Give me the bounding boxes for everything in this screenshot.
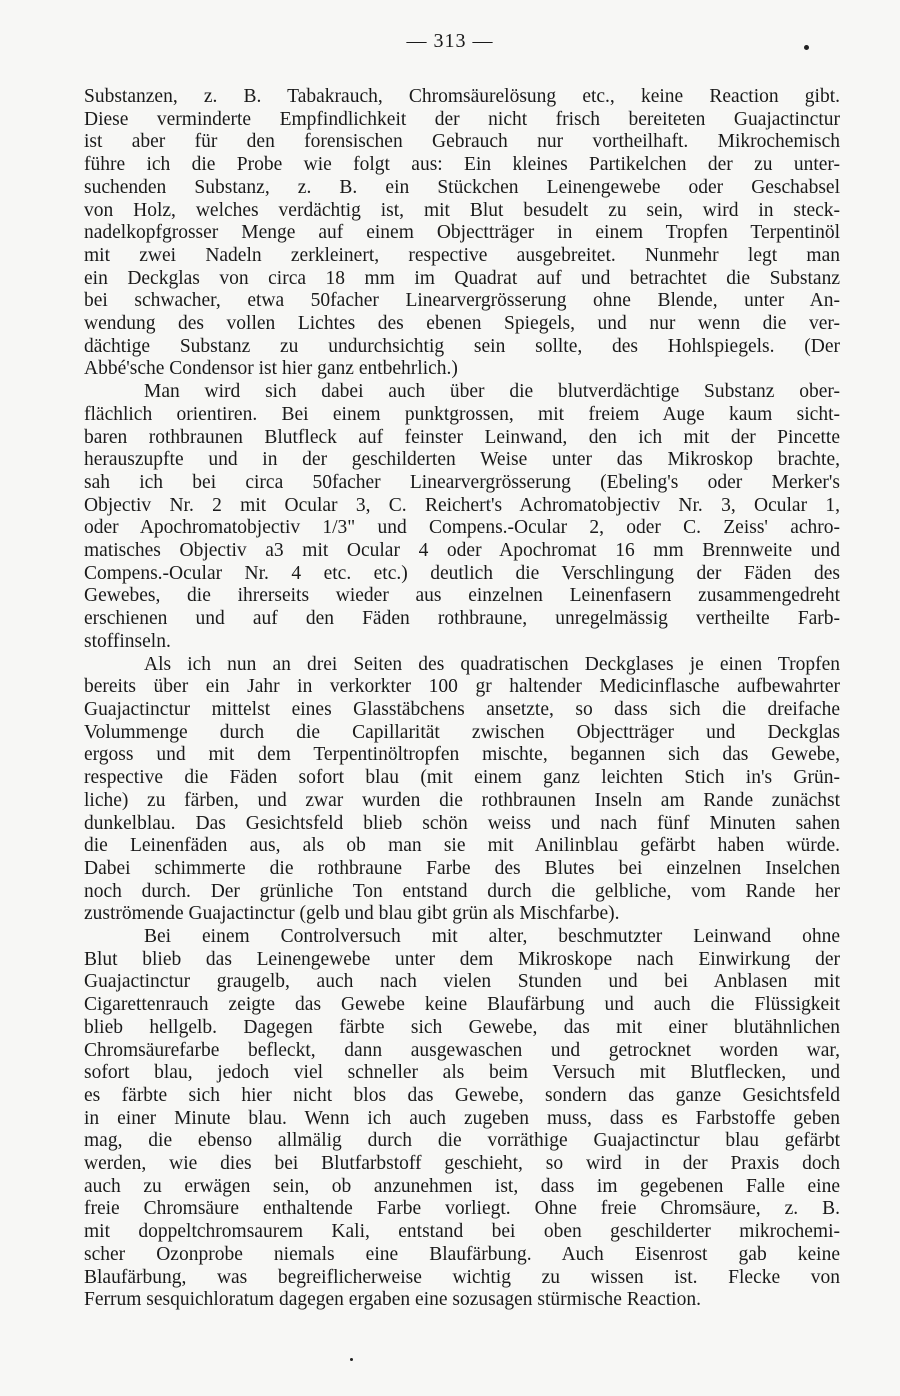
body-text: [84, 86, 840, 1312]
text-line: ergoss und mit dem Terpentinöltropfen mischte, begannen sich das Gewebe,: [84, 744, 840, 766]
text-line: respective die Fäden sofort blau (mit einem ganz leichten Stich in's Grün-: [84, 767, 840, 789]
text-line: baren rothbraunen Blutfleck auf feinster Leinwand, den ich mit der Pincette: [84, 426, 840, 448]
page-number: — 313 —: [406, 30, 494, 52]
text-line: führe ich die Probe wie folgt aus: Ein kleines Partikelchen der zu unter-: [84, 154, 840, 176]
text-line: Man wird sich dabei auch über die blutverdächtige Substanz ober-: [144, 381, 840, 403]
text-line: von Holz, welches verdächtig ist, mit Blut besudelt zu sein, wird in steck-: [84, 199, 840, 221]
text-line: Blut blieb das Leinengewebe unter dem Mikroskope nach Einwirkung der: [84, 948, 840, 970]
ink-speck: [804, 45, 809, 50]
text-line: es färbte sich hier nicht blos das Gewebe, sondern das ganze Gesichtsfeld: [84, 1084, 840, 1106]
text-line: mit zwei Nadeln zerkleinert, respective ausgebreitet. Nunmehr legt man: [84, 244, 840, 266]
text-line: freie Chromsäure enthaltende Farbe vorliegt. Ohne freie Chromsäure, z. B.: [84, 1198, 840, 1220]
text-line: Guajactinctur mittelst eines Glasstäbchens ansetzte, so dass sich die dreifache: [84, 698, 840, 720]
text-line: ist aber für den forensischen Gebrauch nur vortheilhaft. Mikrochemisch: [84, 131, 840, 153]
text-line: Volummenge durch die Capillarität zwischen Objectträger und Deckglas: [84, 721, 840, 743]
paragraph: [84, 381, 840, 653]
ink-speck: [350, 1358, 353, 1361]
text-line: noch durch. Der grünliche Ton entstand durch die gelbliche, vom Rande her: [84, 880, 840, 902]
text-line: ein Deckglas von circa 18 mm im Quadrat auf und betrachtet die Substanz: [84, 267, 840, 289]
paragraph: [84, 86, 840, 381]
paragraph: [84, 926, 840, 1312]
text-line: scher Ozonprobe niemals eine Blaufärbung. Auch Eisenrost gab keine: [84, 1243, 840, 1265]
text-line: dunkelblau. Das Gesichtsfeld blieb schön weiss und nach fünf Minuten sahen: [84, 812, 840, 834]
text-line: Guajactinctur graugelb, auch nach vielen Stunden und bei Anblasen mit: [84, 971, 840, 993]
text-line: Abbé'sche Condensor ist hier ganz entbehrlich.): [84, 358, 458, 380]
text-line: oder Apochromatobjectiv 1/3" und Compens.-Ocular 2, oder C. Zeiss' achro-: [84, 517, 840, 539]
text-line: Chromsäurefarbe befleckt, dann ausgewaschen und getrocknet worden war,: [84, 1039, 840, 1061]
text-line: Als ich nun an drei Seiten des quadratischen Deckglases je einen Tropfen: [144, 653, 840, 675]
text-line: nadelkopfgrosser Menge auf einem Objectträger in einem Tropfen Terpentinöl: [84, 222, 840, 244]
text-line: mit doppeltchromsaurem Kali, entstand bei oben geschilderter mikrochemi-: [84, 1221, 840, 1243]
text-line: Gewebes, die ihrerseits wieder aus einzelnen Leinenfasern zusammengedreht: [84, 585, 840, 607]
text-line: bereits über ein Jahr in verkorkter 100 gr haltender Medicinflasche aufbewahrter: [84, 676, 840, 698]
paragraph: [84, 654, 840, 926]
text-line: suchenden Substanz, z. B. ein Stückchen Leinengewebe oder Geschabsel: [84, 176, 840, 198]
text-line: Diese verminderte Empfindlichkeit der nicht frisch bereiteten Guajactinctur: [84, 108, 840, 130]
text-line: blieb hellgelb. Dagegen färbte sich Gewebe, das mit einer blutähnlichen: [84, 1016, 840, 1038]
text-line: Substanzen, z. B. Tabakrauch, Chromsäurelösung etc., keine Reaction gibt.: [84, 86, 840, 107]
text-line: Ferrum sesquichloratum dagegen ergaben eine sozusagen stürmische Reaction.: [84, 1289, 701, 1311]
text-line: Compens.-Ocular Nr. 4 etc. etc.) deutlich die Verschlingung der Fäden des: [84, 562, 840, 584]
text-line: stoffinseln.: [84, 630, 171, 652]
text-line: dächtige Substanz zu undurchsichtig sein sollte, des Hohlspiegels. (Der: [84, 335, 840, 357]
text-line: werden, wie dies bei Blutfarbstoff geschieht, so wird in der Praxis doch: [84, 1153, 840, 1175]
text-line: erschienen und auf den Fäden rothbraune, unregelmässig vertheilte Farb-: [84, 608, 840, 630]
text-line: matisches Objectiv a3 mit Ocular 4 oder Apochromat 16 mm Brennweite und: [84, 540, 840, 562]
text-line: liche) zu färben, und zwar wurden die rothbraunen Inseln am Rande zunächst: [84, 789, 840, 811]
text-line: sah ich bei circa 50facher Linearvergrösserung (Ebeling's oder Merker's: [84, 471, 840, 493]
text-line: bei schwacher, etwa 50facher Linearvergrösserung ohne Blende, unter An-: [84, 290, 840, 312]
text-line: auch zu erwägen sein, ob anzunehmen ist, dass im gegebenen Falle eine: [84, 1175, 840, 1197]
text-line: sofort blau, jedoch viel schneller als beim Versuch mit Blutflecken, und: [84, 1062, 840, 1084]
text-line: Bei einem Controlversuch mit alter, beschmutzter Leinwand ohne: [144, 926, 840, 948]
text-line: zuströmende Guajactinctur (gelb und blau gibt grün als Mischfarbe).: [84, 903, 620, 925]
text-line: mag, die ebenso allmälig durch die vorräthige Guajactinctur blau gefärbt: [84, 1130, 840, 1152]
text-line: Cigarettenrauch zeigte das Gewebe keine Blaufärbung und auch die Flüssigkeit: [84, 994, 840, 1016]
text-line: Dabei schimmerte die rothbraune Farbe des Blutes bei einzelnen Inselchen: [84, 857, 840, 879]
text-line: in einer Minute blau. Wenn ich auch zugeben muss, dass es Farbstoffe geben: [84, 1107, 840, 1129]
text-line: die Leinenfäden aus, als ob man sie mit Anilinblau gefärbt haben würde.: [84, 835, 840, 857]
text-line: wendung des vollen Lichtes des ebenen Spiegels, und nur wenn die ver-: [84, 313, 840, 335]
text-line: flächlich orientiren. Bei einem punktgrossen, mit freiem Auge kaum sicht-: [84, 403, 840, 425]
text-line: Objectiv Nr. 2 mit Ocular 3, C. Reichert's Achromatobjectiv Nr. 3, Ocular 1,: [84, 494, 840, 516]
text-line: herauszupfte und in der geschilderten Weise unter das Mikroskop brachte,: [84, 449, 840, 471]
text-line: Blaufärbung, was begreiflicherweise wichtig zu wissen ist. Flecke von: [84, 1266, 840, 1288]
